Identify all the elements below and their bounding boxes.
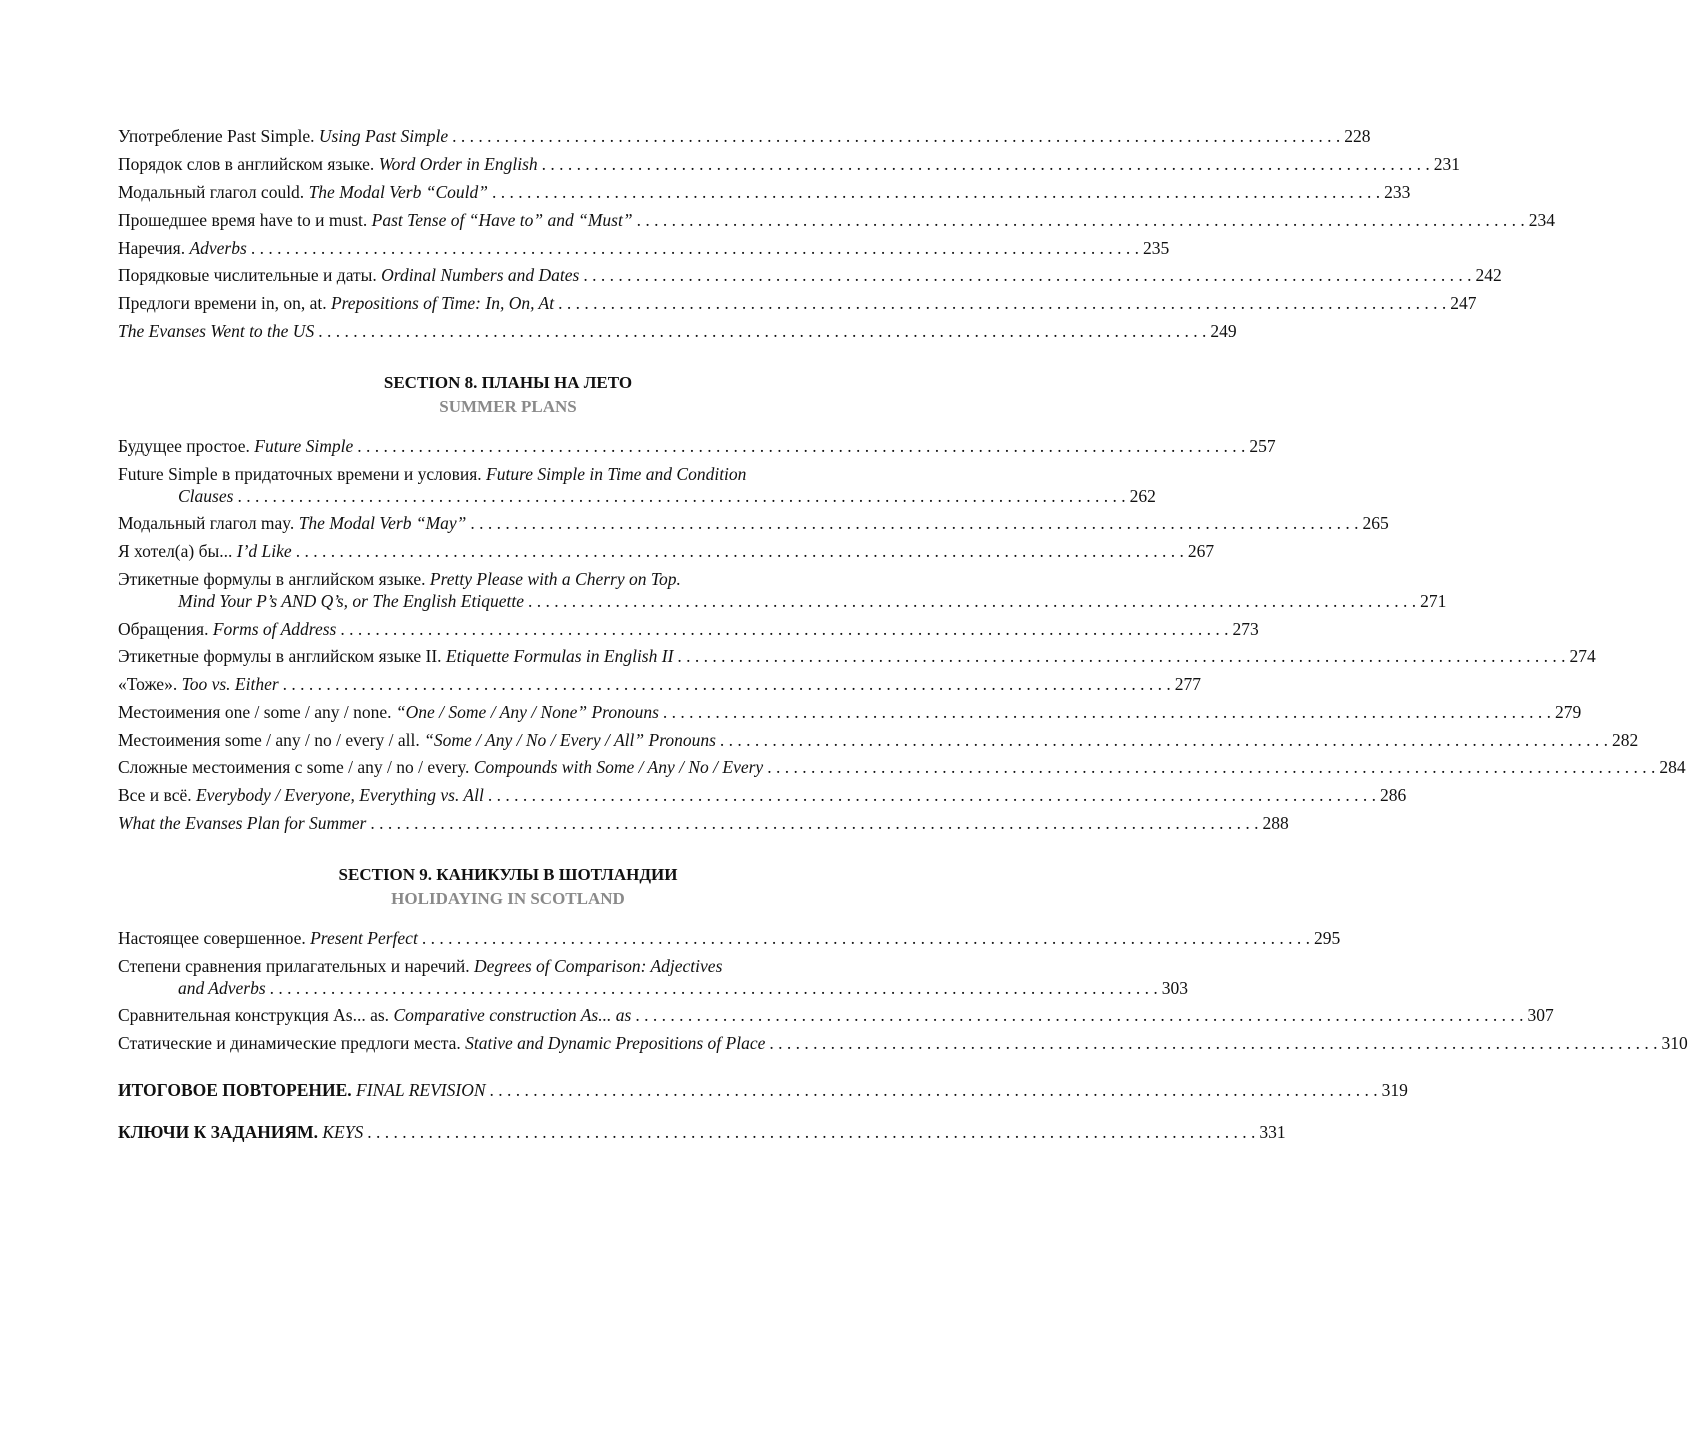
- entry-ru: КЛЮЧИ К ЗАДАНИЯМ.: [118, 1122, 323, 1142]
- dot-leader: [367, 1121, 1255, 1143]
- entry-ru: Future Simple в придаточных времени и условия.: [118, 464, 487, 484]
- toc-entry: [118, 435, 1276, 457]
- toc-entry: [118, 729, 1639, 751]
- toc-entry: [118, 1032, 1688, 1054]
- dot-leader: [677, 645, 1565, 667]
- dot-leader: [318, 320, 1206, 342]
- page-number: 307: [1527, 1005, 1554, 1025]
- toc-entry: [118, 209, 1555, 231]
- section-subtitle: SUMMER PLANS: [439, 397, 577, 416]
- entry-ru: Я хотел(а) бы...: [118, 541, 237, 561]
- dot-leader: [663, 701, 1551, 723]
- toc-entry: [118, 153, 1461, 175]
- entry-ru: «Тоже».: [118, 674, 182, 694]
- entry-en: Forms of Address: [212, 619, 337, 639]
- page-number: 331: [1259, 1122, 1286, 1142]
- dot-leader: [492, 181, 1380, 203]
- toc-entry: [118, 756, 1686, 778]
- page-number: 234: [1528, 210, 1555, 230]
- page-number: 319: [1381, 1080, 1408, 1100]
- toc-entry: [118, 512, 1389, 534]
- page-number: 271: [1420, 591, 1447, 611]
- table-of-contents: [118, 0, 1688, 1447]
- page-number: 273: [1232, 619, 1259, 639]
- dot-leader: [558, 292, 1446, 314]
- entry-en-cont: and Adverbs: [178, 978, 266, 998]
- toc-entry: [118, 181, 1411, 203]
- page-number: 267: [1187, 541, 1215, 561]
- dot-leader: [769, 1032, 1657, 1054]
- dot-leader: [637, 209, 1525, 231]
- page-number: 295: [1313, 928, 1341, 948]
- section-subtitle: HOLIDAYING IN SCOTLAND: [391, 889, 625, 908]
- page-number: 310: [1661, 1033, 1688, 1053]
- entry-ru: Прошедшее время have to и must.: [118, 210, 372, 230]
- dot-leader: [422, 927, 1310, 949]
- entry-en: Prepositions of Time: In, On, At: [330, 293, 555, 313]
- page-number: 231: [1433, 154, 1461, 174]
- page-number: 228: [1344, 126, 1371, 146]
- entry-en-cont: Clauses: [178, 486, 234, 506]
- toc-entry: [118, 1004, 1554, 1026]
- section-title: SECTION 9. КАНИКУЛЫ В ШОТЛАНДИИ: [338, 865, 678, 884]
- toc-entry: [118, 618, 1259, 640]
- dot-leader: [340, 618, 1228, 640]
- toc-entry: [118, 237, 1170, 259]
- entry-ru: Модальный глагол may.: [118, 513, 299, 533]
- toc-entry: [118, 292, 1477, 314]
- toc-entry-first-line: [118, 955, 722, 977]
- entry-ru: Сложные местоимения с some / any / no / every.: [118, 757, 474, 777]
- page-number: 242: [1475, 265, 1502, 285]
- toc-entry: [118, 264, 1502, 286]
- entry-en: Stative and Dynamic Prepositions of Place: [465, 1033, 766, 1053]
- dot-leader: [542, 153, 1430, 175]
- entry-ru: Степени сравнения прилагательных и наречий.: [118, 956, 475, 976]
- dot-leader: [370, 812, 1258, 834]
- entry-en: Word Order in English: [378, 154, 538, 174]
- dot-leader: [452, 125, 1340, 147]
- toc-entry: [118, 645, 1596, 667]
- entry-ru: Этикетные формулы в английском языке.: [118, 569, 430, 589]
- entry-ru: Статические и динамические предлоги места.: [118, 1033, 466, 1053]
- entry-en: The Evanses Went to the US: [118, 321, 315, 341]
- toc-entry: [118, 540, 1215, 562]
- page-number: 235: [1142, 238, 1170, 258]
- toc-entry-continuation: [178, 485, 1156, 507]
- entry-ru: Порядковые числительные и даты.: [118, 265, 382, 285]
- dot-leader: [251, 237, 1139, 259]
- entry-en: Past Tense of “Have to” and “Must”: [371, 210, 633, 230]
- page-number: 303: [1161, 978, 1189, 998]
- toc-entry: [118, 784, 1407, 806]
- dot-leader: [720, 729, 1608, 751]
- page-number: 257: [1249, 436, 1276, 456]
- entry-ru: Местоимения one / some / any / none.: [118, 702, 396, 722]
- dot-leader: [528, 590, 1416, 612]
- dot-leader: [635, 1004, 1523, 1026]
- entry-ru: Сравнительная конструкция As... as.: [118, 1005, 394, 1025]
- section-title: SECTION 8. ПЛАНЫ НА ЛЕТО: [383, 373, 633, 392]
- entry-en: Pretty Please with a Cherry on Top.: [429, 569, 681, 589]
- entry-en: KEYS: [322, 1122, 364, 1142]
- entry-en-cont: Mind Your P’s AND Q’s, or The English Etiquette: [178, 591, 524, 611]
- entry-en: Compounds with Some / Any / No / Every: [473, 757, 764, 777]
- page-number: 284: [1659, 757, 1686, 777]
- dot-leader: [583, 264, 1471, 286]
- entry-en: Etiquette Formulas in English II: [445, 646, 674, 666]
- entry-en: Everybody / Everyone, Everything vs. All: [195, 785, 484, 805]
- entry-ru: Употребление Past Simple.: [118, 126, 319, 146]
- entry-ru: Предлоги времени in, on, at.: [118, 293, 331, 313]
- entry-en: FINAL REVISION: [356, 1080, 486, 1100]
- page-number: 282: [1612, 730, 1639, 750]
- entry-en: Future Simple in Time and Condition: [486, 464, 747, 484]
- page-number: 262: [1129, 486, 1156, 506]
- entry-en: Present Perfect: [310, 928, 418, 948]
- toc-entry-continuation: [178, 590, 1447, 612]
- dot-leader: [357, 435, 1245, 457]
- entry-ru: Порядок слов в английском языке.: [118, 154, 379, 174]
- toc-entry-final-revision: [118, 1079, 1408, 1101]
- page-number: 233: [1384, 182, 1411, 202]
- entry-en: The Modal Verb “Could”: [308, 182, 488, 202]
- dot-leader: [237, 485, 1125, 507]
- entry-en: Comparative construction As... as: [393, 1005, 632, 1025]
- dot-leader: [767, 756, 1655, 778]
- toc-entry: [118, 701, 1582, 723]
- page-number: 274: [1569, 646, 1596, 666]
- page-number: 247: [1450, 293, 1477, 313]
- toc-entry-first-line: [118, 568, 681, 590]
- entry-en: Adverbs: [189, 238, 247, 258]
- entry-en: Ordinal Numbers and Dates: [381, 265, 580, 285]
- entry-en: Using Past Simple: [318, 126, 449, 146]
- toc-entry: [118, 927, 1341, 949]
- toc-entry-keys: [118, 1121, 1286, 1143]
- dot-leader: [490, 1079, 1378, 1101]
- toc-entry: [118, 125, 1371, 147]
- page-number: 286: [1379, 785, 1407, 805]
- entry-en: “Some / Any / No / Every / All” Pronouns: [424, 730, 716, 750]
- page-number: 279: [1555, 702, 1582, 722]
- page-number: 288: [1262, 813, 1289, 833]
- entry-ru: Наречия.: [118, 238, 190, 258]
- entry-ru: Все и всё.: [118, 785, 196, 805]
- page-number: 265: [1362, 513, 1389, 533]
- entry-en: “One / Some / Any / None” Pronouns: [395, 702, 659, 722]
- entry-en: The Modal Verb “May”: [298, 513, 467, 533]
- entry-ru: Настоящее совершенное.: [118, 928, 311, 948]
- toc-entry: [118, 673, 1202, 695]
- entry-en: Future Simple: [254, 436, 354, 456]
- entry-en: Degrees of Comparison: Adjectives: [474, 956, 723, 976]
- dot-leader: [470, 512, 1358, 534]
- entry-ru: Будущее простое.: [118, 436, 255, 456]
- toc-entry-continuation: [178, 977, 1189, 999]
- page-number: 277: [1174, 674, 1202, 694]
- toc-entry: [118, 812, 1289, 834]
- page-number: 249: [1210, 321, 1237, 341]
- dot-leader: [296, 540, 1184, 562]
- toc-entry: [118, 320, 1237, 342]
- entry-ru: Этикетные формулы в английском языке II.: [118, 646, 446, 666]
- entry-en: What the Evanses Plan for Summer: [118, 813, 367, 833]
- entry-ru: ИТОГОВОЕ ПОВТОРЕНИЕ.: [118, 1080, 357, 1100]
- entry-ru: Местоимения some / any / no / every / all.: [118, 730, 425, 750]
- dot-leader: [488, 784, 1376, 806]
- toc-entry-first-line: [118, 463, 746, 485]
- dot-leader: [283, 673, 1171, 695]
- entry-en: I’d Like: [236, 541, 292, 561]
- entry-ru: Обращения.: [118, 619, 213, 639]
- entry-en: Too vs. Either: [181, 674, 279, 694]
- entry-ru: Модальный глагол could.: [118, 182, 309, 202]
- dot-leader: [270, 977, 1158, 999]
